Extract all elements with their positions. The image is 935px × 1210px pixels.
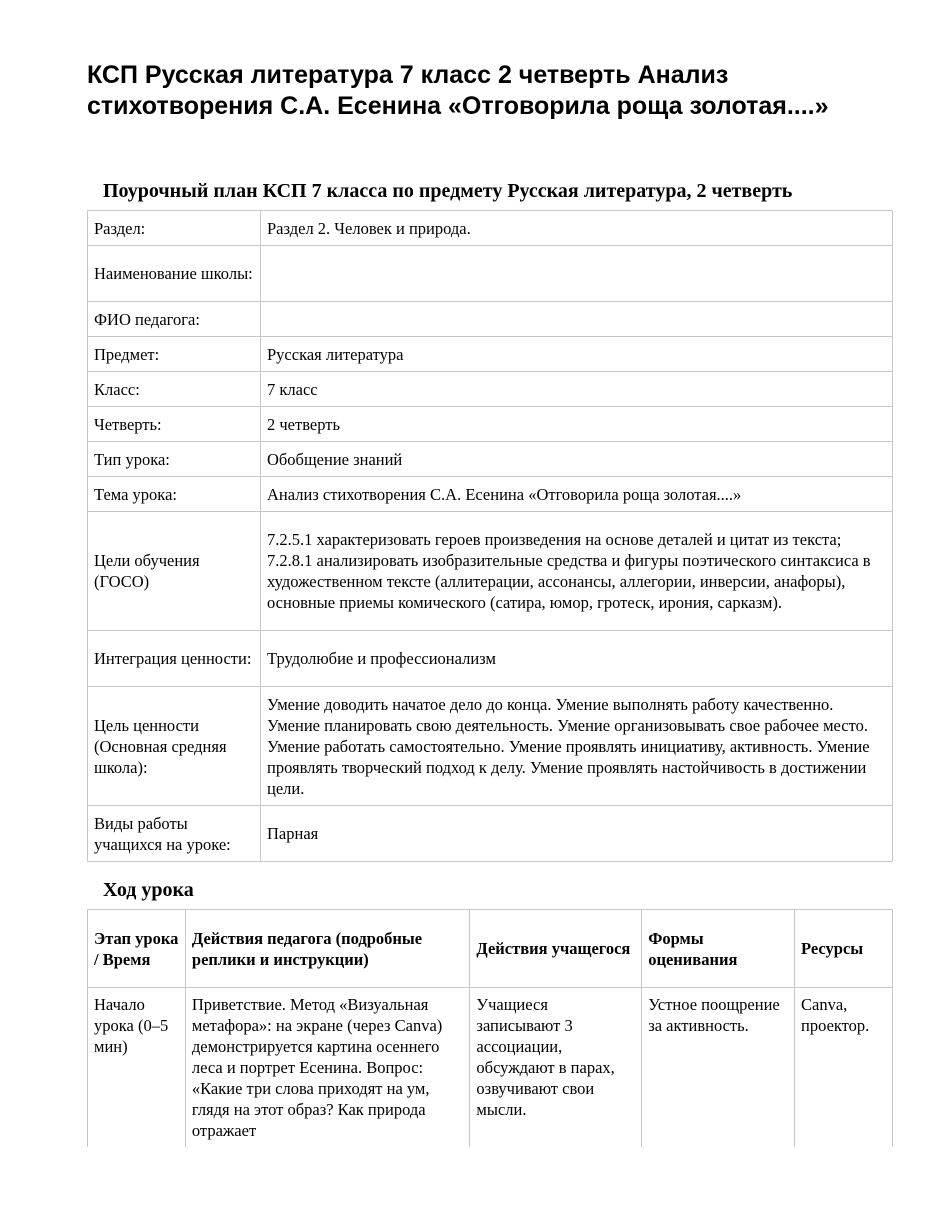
table-row (88, 302, 893, 337)
column-header-assessment: Формы оценивания (642, 910, 795, 988)
table-row (88, 477, 893, 512)
row-value: Трудолюбие и профессионализм (261, 631, 893, 687)
row-label: Интеграция ценности: (88, 631, 261, 687)
row-value (261, 302, 893, 337)
row-label: Цели обучения (ГОСО) (88, 512, 261, 631)
table-row (88, 246, 893, 302)
table-row (88, 442, 893, 477)
cell-resources: Canva, проектор. (795, 988, 893, 1148)
table-row (88, 211, 893, 246)
row-label: Тип урока: (88, 442, 261, 477)
row-label: Предмет: (88, 337, 261, 372)
table-row (88, 631, 893, 687)
row-label: Раздел: (88, 211, 261, 246)
row-value: Обобщение знаний (261, 442, 893, 477)
table-row (88, 512, 893, 631)
row-value: Анализ стихотворения С.А. Есенина «Отговорила роща золотая....» (261, 477, 893, 512)
table-row (88, 407, 893, 442)
row-value: Умение доводить начатое дело до конца. Умение выполнять работу качественно. Умение планировать свою деятельность. Умение организовывать свое рабочее место. Умение работать самостоятельно. Умение проявлять инициативу, активность. Умение проявлять творческий подход к делу. Умение проявлять настойчивость в достижении цели. (261, 687, 893, 806)
row-value: Русская литература (261, 337, 893, 372)
plan-subtitle: Поурочный план КСП 7 класса по предмету Русская литература, 2 четверть (103, 180, 793, 202)
row-value: 7.2.5.1 характеризовать героев произведения на основе деталей и цитат из текста; 7.2.8.1 анализировать изобразительные средства и фигуры поэтического синтаксиса в художественном тексте (аллитерации, ассонансы, аллегории, инверсии, анафоры), основные приемы комического (сатира, юмор, гротеск, ирония, сарказм). (261, 512, 893, 631)
column-header-teacher-actions: Действия педагога (подробные реплики и инструкции) (185, 910, 470, 988)
table-row (88, 372, 893, 407)
table-row (88, 687, 893, 806)
row-value: 7 класс (261, 372, 893, 407)
column-header-student-actions: Действия учащегося (470, 910, 642, 988)
row-label: Тема урока: (88, 477, 261, 512)
lesson-info-table (87, 210, 893, 862)
row-label: Виды работы учащихся на уроке: (88, 806, 261, 862)
document-title: КСП Русская литература 7 класс 2 четверть Анализ стихотворения С.А. Есенина «Отговорила роща золотая....» (87, 61, 829, 120)
cell-teacher-actions: Приветствие. Метод «Визуальная метафора»: на экране (через Canva) демонстрируется картина осеннего леса и портрет Есенина. Вопрос: «Какие три слова приходят на ум, глядя на этот образ? Как природа отражает (185, 988, 470, 1148)
row-value: Парная (261, 806, 893, 862)
cell-stage: Начало урока (0–5 мин) (88, 988, 186, 1148)
table-row (88, 806, 893, 862)
row-value: 2 четверть (261, 407, 893, 442)
row-label: ФИО педагога: (88, 302, 261, 337)
row-value (261, 246, 893, 302)
column-header-resources: Ресурсы (795, 910, 893, 988)
lesson-progress-table (87, 909, 893, 1147)
column-header-stage: Этап урока / Время (88, 910, 186, 988)
cell-assessment: Устное поощрение за активность. (642, 988, 795, 1148)
cell-student-actions: Учащиеся записывают 3 ассоциации, обсуждают в парах, озвучивают свои мысли. (470, 988, 642, 1148)
lesson-progress-heading: Ход урока (103, 879, 194, 901)
row-label: Цель ценности (Основная средняя школа): (88, 687, 261, 806)
table-row (88, 337, 893, 372)
table-header-row (88, 910, 893, 988)
row-label: Четверть: (88, 407, 261, 442)
row-label: Класс: (88, 372, 261, 407)
table-row (88, 988, 893, 1148)
row-value: Раздел 2. Человек и природа. (261, 211, 893, 246)
row-label: Наименование школы: (88, 246, 261, 302)
